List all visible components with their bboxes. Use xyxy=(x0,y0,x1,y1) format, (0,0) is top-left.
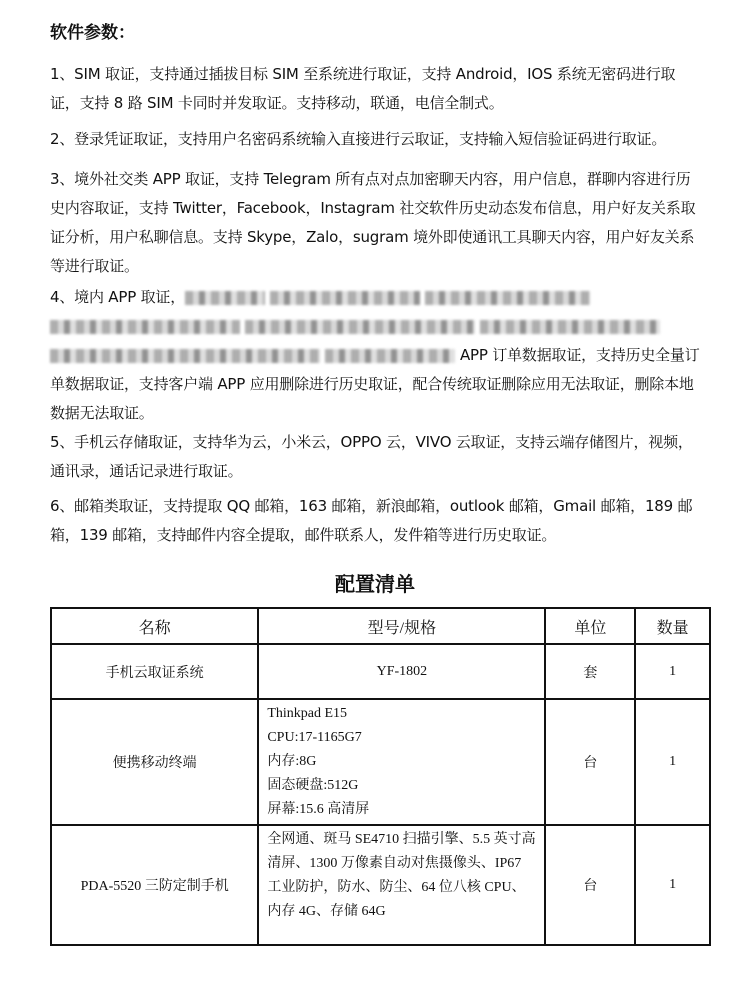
cell-spec: 全网通、斑马 SE4710 扫描引擎、5.5 英寸高清屏、1300 万像素自动对焦摄像头、IP67 工业防护，防水、防尘、64 位八核 CPU、内存 4G、存储 64G xyxy=(258,825,545,945)
redacted-text xyxy=(270,291,420,305)
header-unit: 单位 xyxy=(545,608,635,644)
cell-unit: 台 xyxy=(545,825,635,945)
cell-spec xyxy=(258,699,545,825)
redacted-text xyxy=(245,320,475,334)
table-row xyxy=(51,825,710,945)
header-spec: 型号/规格 xyxy=(258,608,545,644)
spec-line: 内存:8G xyxy=(267,754,317,769)
paragraph-5: 5、手机云存储取证，支持华为云，小米云，OPPO 云，VIVO 云取证，支持云端存储图片，视频，通讯录，通话记录进行取证。 xyxy=(50,433,693,480)
redacted-text xyxy=(185,291,265,305)
cell-qty: 1 xyxy=(635,825,710,945)
table-title: 配置清单 xyxy=(335,572,415,596)
paragraph-2: 2、登录凭证取证，支持用户名密码系统输入直接进行云取证，支持输入短信验证码进行取证。 xyxy=(50,130,667,148)
paragraph-6: 6、邮箱类取证，支持提取 QQ 邮箱，163 邮箱，新浪邮箱，outlook 邮箱，Gmail 邮箱，189 邮箱，139 邮箱，支持邮件内容全提取，邮件联系人，发件箱等进行历史取证。 xyxy=(50,497,693,544)
cell-name: 便携移动终端 xyxy=(51,699,258,825)
cell-qty: 1 xyxy=(635,699,710,825)
config-table xyxy=(50,607,711,946)
spec-line: 屏幕:15.6 高清屏 xyxy=(267,802,370,817)
paragraph-4 xyxy=(50,283,700,428)
cell-name: PDA-5520 三防定制手机 xyxy=(51,825,258,945)
paragraph-1: 1、SIM 取证，支持通过插拔目标 SIM 至系统进行取证，支持 Android，IOS 系统无密码进行取证，支持 8 路 SIM 卡同时并发取证。支持移动，联通，电信全制式。 xyxy=(50,65,676,112)
spec-line: Thinkpad E15 xyxy=(267,706,348,721)
cell-qty: 1 xyxy=(635,644,710,699)
paragraph-3: 3、境外社交类 APP 取证，支持 Telegram 所有点对点加密聊天内容，用户信息，群聊内容进行历史内容取证，支持 Twitter，Facebook，Instagram 社交软件历史动态发布信息，用户好友关系取证分析，用户私聊信息。支持 Skype，Zalo，sugram 境外即使通讯工具聊天内容，用户好友关系等进行取证。 xyxy=(50,170,696,275)
header-qty: 数量 xyxy=(635,608,710,644)
section-heading: 软件参数： xyxy=(50,23,135,43)
redacted-text xyxy=(325,349,455,363)
table-header-row xyxy=(51,608,710,644)
redacted-text xyxy=(50,349,320,363)
redacted-text xyxy=(425,291,590,305)
redacted-text xyxy=(50,320,240,334)
spec-line: 固态硬盘:512G xyxy=(267,778,359,793)
cell-spec: YF-1802 xyxy=(258,644,545,699)
header-name: 名称 xyxy=(51,608,258,644)
redacted-text xyxy=(480,320,660,334)
spec-line: CPU:17-1165G7 xyxy=(267,730,362,745)
table-row xyxy=(51,644,710,699)
cell-name: 手机云取证系统 xyxy=(51,644,258,699)
cell-unit: 台 xyxy=(545,699,635,825)
paragraph-4-suffix: APP 订单数据取证，支持历史全量订单数据取证，支持客户端 APP 应用删除进行历史取证，配合传统取证删除应用无法取证，删除本地数据无法取证。 xyxy=(50,346,700,422)
table-row xyxy=(51,699,710,825)
paragraph-4-prefix: 4、境内 APP 取证， xyxy=(50,288,186,306)
cell-unit: 套 xyxy=(545,644,635,699)
